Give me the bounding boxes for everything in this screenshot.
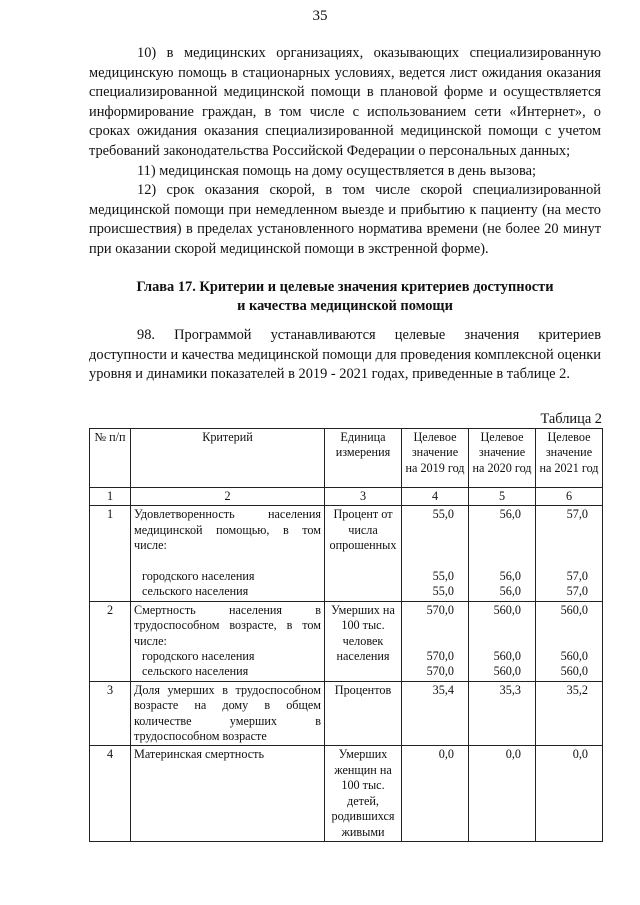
row-number: 2 <box>90 601 131 681</box>
unit-cell: Умерших женщин на 100 тыс. детей, родившихся живыми <box>325 746 402 841</box>
value-cell-2020: 0,0 <box>469 746 536 841</box>
criterion-cell <box>131 506 325 601</box>
criterion-cell: Материнская смертность <box>131 746 325 841</box>
value-cell-2020: 560,0 560,0 560,0 <box>469 601 536 681</box>
column-number: 2 <box>131 488 325 506</box>
paragraph-98 <box>89 326 601 385</box>
column-number: 3 <box>325 488 402 506</box>
column-number: 6 <box>536 488 603 506</box>
header-cell: Целевое значение на 2021 год <box>536 429 603 488</box>
value-cell-2019: 55,0 55,0 55,0 <box>402 506 469 601</box>
table-header-row <box>90 429 603 488</box>
criterion-cell: Доля умерших в трудоспособном возрасте на дому в общем количестве умерших в трудоспособном возрасте <box>131 681 325 746</box>
table-row <box>90 746 603 841</box>
list-item: 12) срок оказания скорой, в том числе скорой специализированной медицинской помощи при немедленном выезде и прибытию к пациенту (на место происшествия) в пределах установленного норматива времени (не более 20 минут при оказании скорой медицинской помощи в экстренной форме). <box>89 182 601 257</box>
page-number: 35 <box>312 8 328 24</box>
table-row <box>90 601 603 681</box>
header-cell: Целевое значение на 2020 год <box>469 429 536 488</box>
header-cell: Целевое значение на 2019 год <box>402 429 469 488</box>
header-cell: № п/п <box>90 429 131 488</box>
chapter-title-line: Глава 17. Критерии и целевые значения критериев доступности <box>136 279 554 295</box>
sub-criterion: сельского населения <box>142 584 249 599</box>
value-cell-2021: 57,0 57,0 57,0 <box>536 506 603 601</box>
column-number: 4 <box>402 488 469 506</box>
value-cell-2019: 570,0 570,0 570,0 <box>402 601 469 681</box>
table-row <box>90 506 603 601</box>
value-cell-2021: 0,0 <box>536 746 603 841</box>
header-cell: Критерий <box>131 429 325 488</box>
sub-criterion: сельского населения <box>142 664 249 679</box>
value-cell-2021: 560,0 560,0 560,0 <box>536 601 603 681</box>
column-number-row <box>90 488 603 506</box>
unit-cell: Умерших на 100 тыс. человек населения <box>325 601 402 681</box>
list-item: 11) медицинская помощь на дому осуществляется в день вызова; <box>137 162 536 179</box>
chapter-title <box>89 278 601 316</box>
unit-cell: Процентов <box>325 681 402 746</box>
paragraph-text: 98. Программой устанавливаются целевые значения критериев доступности и качества медицинской помощи для проведения комплексной оценки уровня и динамики показателей в 2019 - 2021 годах, приведенные в таблице 2. <box>89 327 601 383</box>
criterion-text: Удовлетворенность населения медицинской помощью, в том числе: <box>134 507 321 553</box>
value-cell-2019: 35,4 <box>402 681 469 746</box>
list-item: 10) в медицинских организациях, оказывающих специализированную медицинскую помощь в стационарных условиях, ведется лист ожидания оказания специализированной медицинской помощи в плановой форме и осуществляется информирование граждан, в том числе с использованием сети «Интернет», о сроках ожидания оказания специализированной медицинской помощи с учетом требований законодательства Российской Федерации о персональных данных; <box>89 45 601 159</box>
value-cell-2020: 35,3 <box>469 681 536 746</box>
value-cell-2021: 35,2 <box>536 681 603 746</box>
sub-criterion: городского населения <box>142 649 255 664</box>
unit-cell: Процент от числа опрошенных <box>325 506 402 601</box>
numbered-list <box>89 44 601 260</box>
criterion-text: Смертность населения в трудоспособном возрасте, в том числе: <box>134 602 321 648</box>
criteria-table <box>89 428 603 842</box>
row-number: 1 <box>90 506 131 601</box>
row-number: 3 <box>90 681 131 746</box>
column-number: 5 <box>469 488 536 506</box>
table-caption: Таблица 2 <box>540 411 602 427</box>
value-cell-2019: 0,0 <box>402 746 469 841</box>
column-number: 1 <box>90 488 131 506</box>
sub-criterion: городского населения <box>142 569 255 584</box>
header-cell: Единица измерения <box>325 429 402 488</box>
chapter-title-line: и качества медицинской помощи <box>237 298 453 314</box>
row-number: 4 <box>90 746 131 841</box>
value-cell-2020: 56,0 56,0 56,0 <box>469 506 536 601</box>
table-row <box>90 681 603 746</box>
criterion-cell <box>131 601 325 681</box>
